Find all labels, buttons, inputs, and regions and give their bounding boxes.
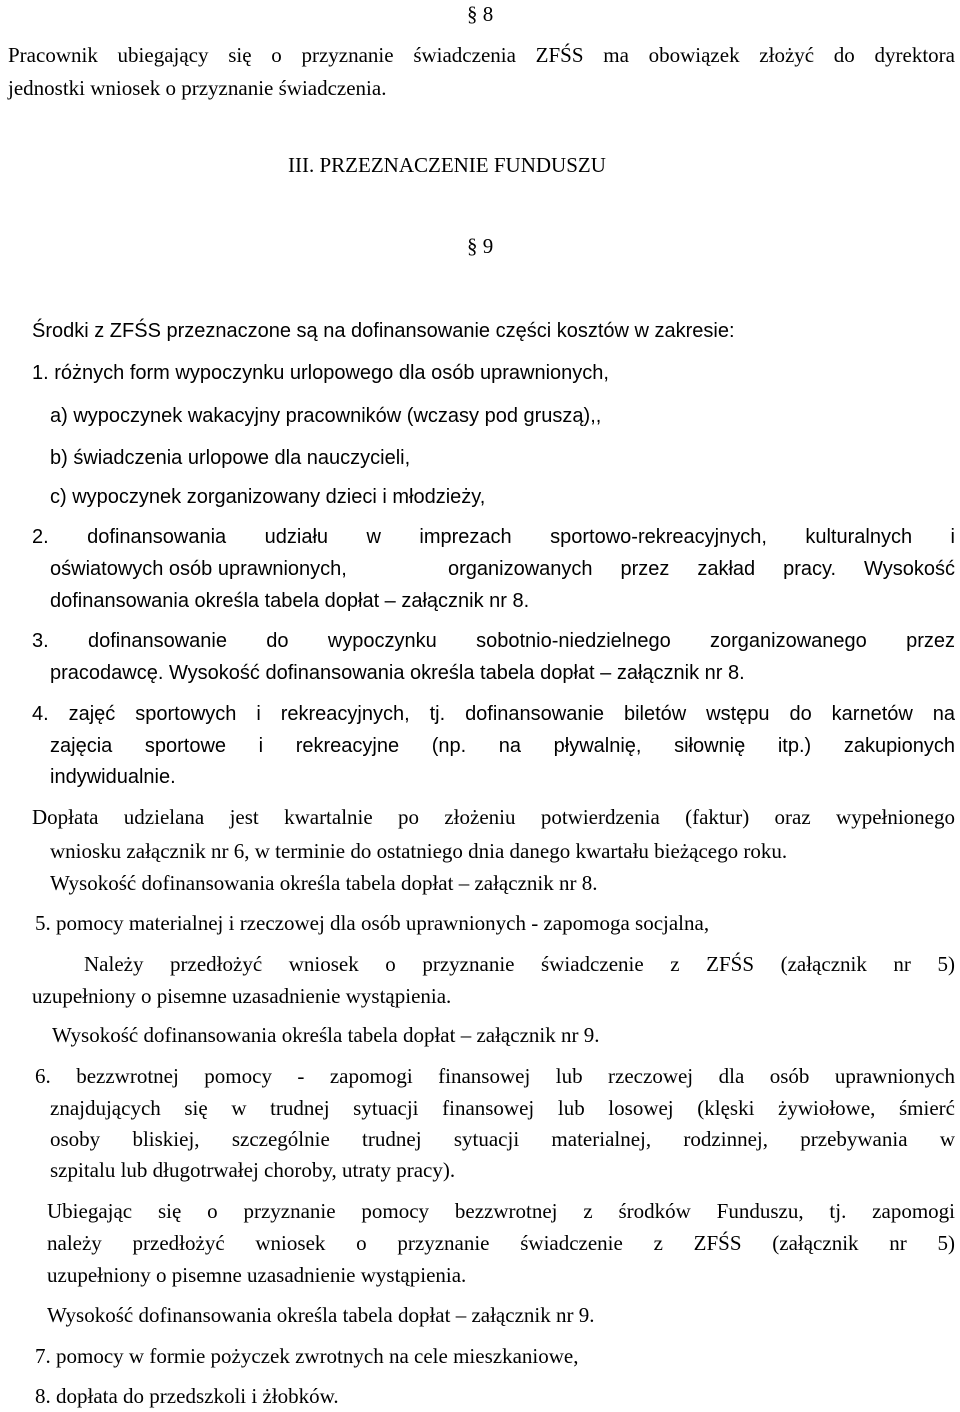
item-8: 8. dopłata do przedszkoli i żłobków. — [35, 1384, 339, 1408]
item-2-line-3: dofinansowania określa tabela dopłat – załącznik nr 8. — [50, 590, 530, 612]
item-7: 7. pomocy w formie pożyczek zwrotnych na cele mieszkaniowe, — [35, 1344, 579, 1368]
doplata-line-1: Dopłata udzielana jest kwartalnie po złożeniu potwierdzenia (faktur) oraz wypełnionego — [32, 805, 955, 829]
item-6-line-3: osoby bliskiej, szczególnie trudnej sytuacji materialnej, rodzinnej, przebywania w — [50, 1127, 955, 1151]
item-6-note-line-2: należy przedłożyć wniosek o przyznanie świadczenie z ZFŚS (załącznik nr 5) — [47, 1231, 955, 1255]
item-6-amount: Wysokość dofinansowania określa tabela dopłat – załącznik nr 9. — [47, 1303, 595, 1327]
item-3-line-1: 3. dofinansowanie do wypoczynku sobotnio-niedzielnego zorganizowanego przez — [32, 630, 955, 652]
doplata-line-2: wniosku załącznik nr 6, w terminie do ostatniego dnia danego kwartału bieżącego roku. — [50, 839, 788, 863]
item-4-line-2: zajęcia sportowe i rekreacyjne (np. na pływalnię, siłownię itp.) zakupionych — [50, 735, 955, 757]
chapter-heading: III. PRZEZNACZENIE FUNDUSZU — [288, 153, 606, 177]
item-3-line-2: pracodawcę. Wysokość dofinansowania określa tabela dopłat – załącznik nr 8. — [50, 662, 745, 684]
item-5-amount: Wysokość dofinansowania określa tabela dopłat – załącznik nr 9. — [52, 1023, 600, 1047]
item-6-line-2: znajdujących się w trudnej sytuacji finansowej lub losowej (klęski żywiołowe, śmierć — [50, 1096, 955, 1120]
section-9-intro: Środki z ZFŚS przeznaczone są na dofinansowanie części kosztów w zakresie: — [32, 320, 735, 342]
item-4-line-3: indywidualnie. — [50, 766, 176, 788]
item-1-b: b) świadczenia urlopowe dla nauczycieli, — [50, 447, 411, 469]
section-8-line-1: Pracownik ubiegający się o przyznanie świadczenia ZFŚS ma obowiązek złożyć do dyrektora — [8, 43, 955, 67]
section-8-line-2: jednostki wniosek o przyznanie świadczenia. — [8, 76, 387, 100]
item-5-note-line-1: Należy przedłożyć wniosek o przyznanie świadczenie z ZFŚS (załącznik nr 5) — [84, 952, 955, 976]
item-2-line-2a: oświatowych osób uprawnionych, — [50, 558, 347, 580]
item-4-line-1: 4. zajęć sportowych i rekreacyjnych, tj. dofinansowanie biletów wstępu do karnetów na — [32, 703, 955, 725]
section-8-symbol: § 8 — [467, 2, 494, 26]
item-2-line-1: 2. dofinansowania udziału w imprezach sportowo-rekreacyjnych, kulturalnych i — [32, 526, 955, 548]
section-9-symbol: § 9 — [467, 234, 494, 258]
item-6-line-1: 6. bezzwrotnej pomocy - zapomogi finansowej lub rzeczowej dla osób uprawnionych — [35, 1064, 955, 1088]
item-1-c: c) wypoczynek zorganizowany dzieci i młodzieży, — [50, 486, 486, 508]
item-6-note-line-1: Ubiegając się o przyznanie pomocy bezzwrotnej z środków Funduszu, tj. zapomogi — [47, 1199, 955, 1223]
item-6-line-4: szpitalu lub długotrwałej choroby, utraty pracy). — [50, 1158, 456, 1182]
item-2-line-2b: organizowanych przez zakład pracy. Wysokość — [448, 558, 955, 580]
item-6-note-line-3: uzupełniony o pisemne uzasadnienie wystąpienia. — [47, 1263, 467, 1287]
doplata-line-3: Wysokość dofinansowania określa tabela dopłat – załącznik nr 8. — [50, 871, 598, 895]
item-5-note-line-2: uzupełniony o pisemne uzasadnienie wystąpienia. — [32, 984, 452, 1008]
item-5: 5. pomocy materialnej i rzeczowej dla osób uprawnionych - zapomoga socjalna, — [35, 911, 710, 935]
item-1-a: a) wypoczynek wakacyjny pracowników (wczasy pod gruszą),, — [50, 405, 602, 427]
item-1: 1. różnych form wypoczynku urlopowego dla osób uprawnionych, — [32, 362, 609, 384]
